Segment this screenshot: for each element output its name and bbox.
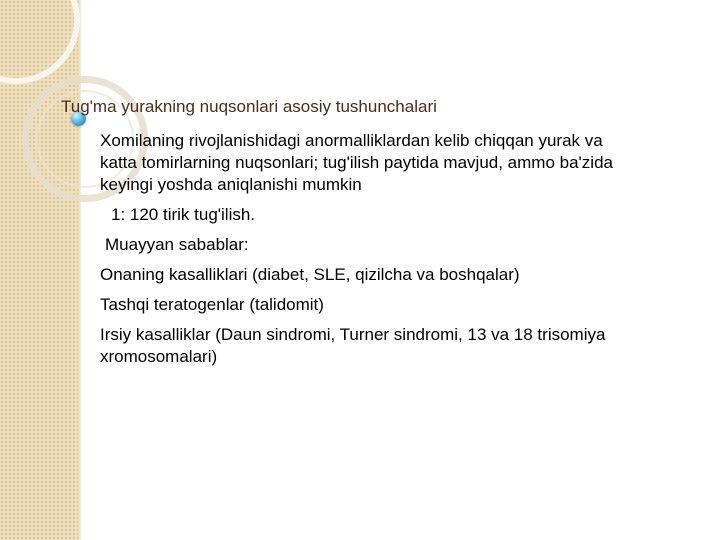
paragraph-definition: Xomilaning rivojlanishidagi anormalliklardan kelib chiqqan yurak va katta tomirlarning nuqsonlari; tug'ilish paytida mavjud, ammo ba'zida keyingi yoshda aniqlanishi mumkin	[100, 131, 613, 194]
paragraph-teratogens: Tashqi teratogenlar (talidomit)	[100, 295, 324, 314]
slide-title: Tug'ma yurakning nuqsonlari asosiy tushunchalari	[61, 97, 437, 116]
paragraph-causes-heading: Muayyan sabablar:	[105, 235, 249, 254]
slide-body	[100, 130, 620, 376]
paragraph-hereditary-diseases: Irsiy kasalliklar (Daun sindromi, Turner sindromi, 13 va 18 trisomiya xromosomalari)	[100, 325, 606, 366]
paragraph-incidence: 1: 120 tirik tug'ilish.	[111, 205, 256, 224]
paragraph-maternal-diseases: Onaning kasalliklari (diabet, SLE, qizilcha va boshqalar)	[100, 265, 520, 284]
